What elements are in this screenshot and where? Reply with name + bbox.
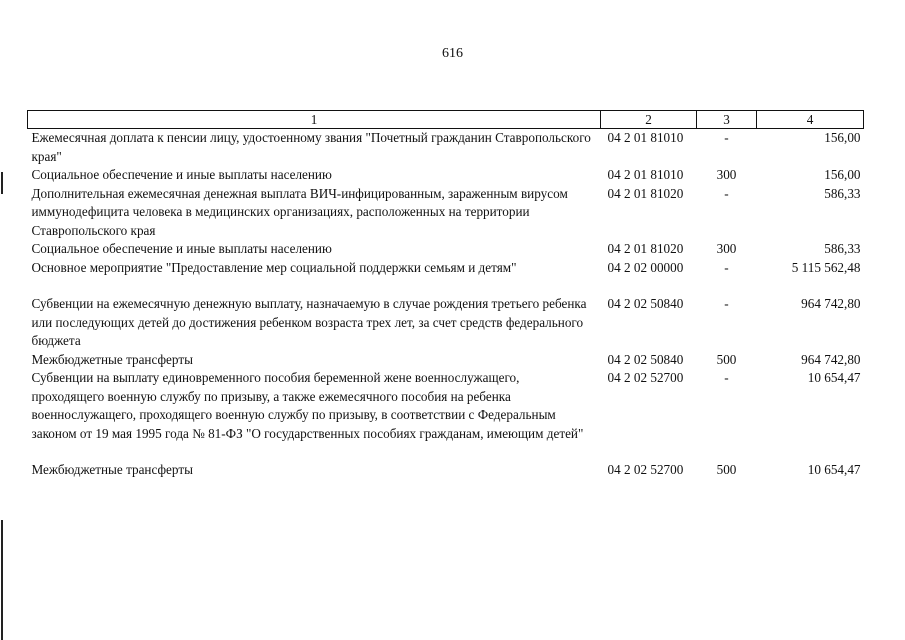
cell-name: Дополнительная ежемесячная денежная выплата ВИЧ-инфицированным, зараженным вирусом иммунодефицита человека в медицинских организациях, расположенных на территории Ставропольского края — [31, 185, 568, 238]
binding-mark — [1, 172, 3, 194]
page-number: 616 — [442, 46, 463, 61]
cell-name: Социальное обеспечение и иные выплаты населению — [31, 167, 332, 182]
table-row — [28, 129, 864, 167]
cell-sum: 964 742,80 — [801, 351, 861, 367]
cell-sum: 964 742,80 — [801, 296, 861, 311]
binding-mark — [1, 520, 3, 640]
table-row — [28, 295, 864, 351]
table-row — [28, 240, 864, 259]
cell-type: - — [724, 130, 729, 145]
cell-sum: 586,33 — [824, 241, 861, 256]
column-header-type: 3 — [697, 111, 757, 129]
cell-type: 500 — [716, 462, 737, 477]
cell-code: 04 2 01 81020 — [607, 185, 684, 201]
column-header-sum: 4 — [757, 111, 864, 129]
table-row — [28, 461, 864, 480]
cell-type: 300 — [716, 241, 737, 256]
cell-name: Субвенции на выплату единовременного пособия беременной жене военнослужащего, проходящего военную службу по призыву, а также ежемесячного пособия на ребенка военнослужащего, проходящего военную службу по призыву, в соответствии с Федеральным законом от 19 мая 1995 года № 81-ФЗ "О государственных пособиях гражданам, имеющим детей" — [31, 370, 584, 441]
cell-name: Субвенции на ежемесячную денежную выплату, назначаемую в случае рождения третьего ребенка или последующих детей до достижения ребенком возраста трех лет, за счет средств федерального бюджета — [31, 296, 587, 348]
cell-name: Межбюджетные трансферты — [31, 462, 193, 477]
table-row — [28, 351, 864, 370]
cell-type: 300 — [716, 167, 737, 182]
cell-type: - — [724, 259, 729, 275]
cell-code: 04 2 01 81020 — [607, 241, 684, 256]
table-row — [28, 166, 864, 185]
cell-code: 04 2 01 81010 — [607, 130, 684, 145]
cell-type: - — [724, 296, 729, 311]
cell-name: Межбюджетные трансферты — [31, 351, 193, 367]
column-header-code: 2 — [601, 111, 697, 129]
table-row — [28, 259, 864, 296]
cell-sum: 5 115 562,48 — [791, 259, 861, 275]
cell-code: 04 2 02 52700 — [607, 462, 684, 477]
cell-name: Социальное обеспечение и иные выплаты населению — [31, 241, 332, 256]
cell-sum: 586,33 — [824, 185, 861, 201]
budget-table — [27, 110, 863, 480]
cell-type: - — [724, 370, 729, 385]
cell-sum: 156,00 — [824, 130, 861, 145]
cell-code: 04 2 02 50840 — [607, 351, 684, 367]
column-header-name: 1 — [28, 111, 601, 129]
cell-sum: 156,00 — [824, 167, 861, 182]
cell-name: Ежемесячная доплата к пенсии лицу, удостоенному звания "Почетный гражданин Ставропольского края" — [31, 130, 591, 164]
table-row — [28, 369, 864, 461]
cell-type: 500 — [716, 351, 737, 367]
cell-code: 04 2 01 81010 — [607, 167, 684, 182]
cell-code: 04 2 02 50840 — [607, 296, 684, 311]
table-row — [28, 185, 864, 241]
cell-code: 04 2 02 52700 — [607, 370, 684, 385]
header-row — [28, 111, 864, 129]
cell-name: Основное мероприятие "Предоставление мер социальной поддержки семьям и детям" — [31, 259, 517, 275]
cell-sum: 10 654,47 — [807, 462, 861, 477]
cell-code: 04 2 02 00000 — [607, 259, 684, 275]
cell-type: - — [724, 185, 729, 201]
cell-sum: 10 654,47 — [807, 370, 861, 385]
